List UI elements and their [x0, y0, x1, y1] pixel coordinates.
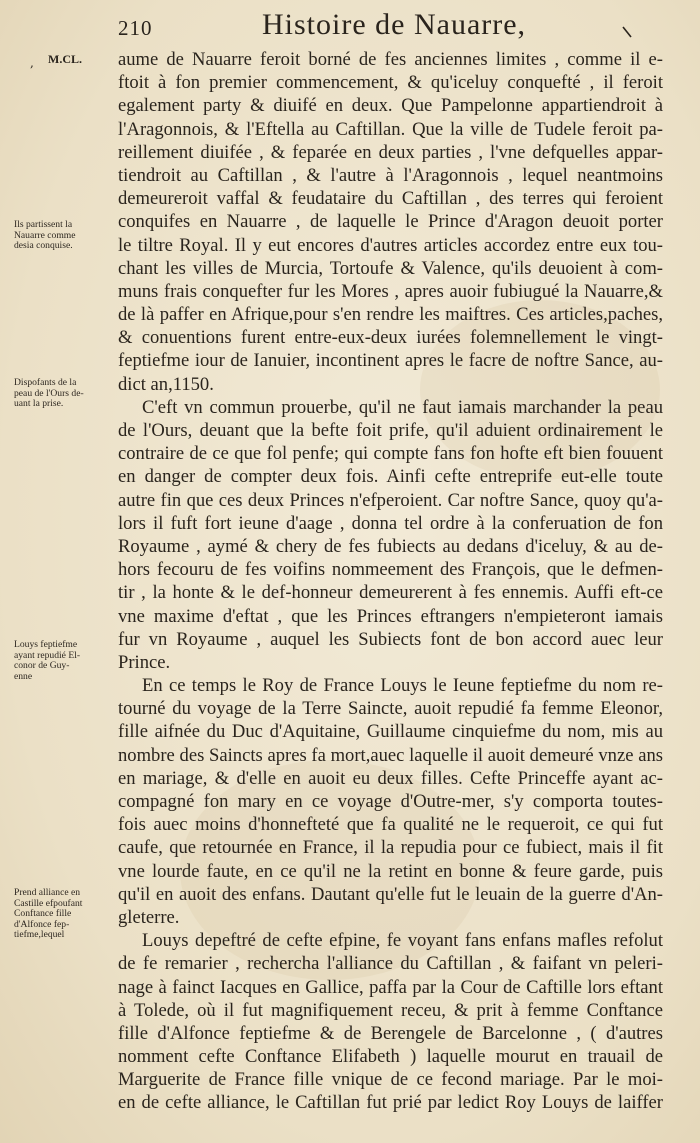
text-line: & conuentions furent entre-eux-deux iurées folemnellement le vingt- — [118, 327, 663, 349]
text-line: En ce temps le Roy de France Louys le Ieune feptiefme du nom re- — [142, 675, 663, 697]
text-line: muns frais conquefter fur les Mores , apres auoir fubiugué la Nauarre,& — [118, 280, 663, 302]
paragraph — [118, 48, 663, 396]
text-line: C'eft vn commun prouerbe, qu'il ne faut iamais marchander la peau — [142, 396, 663, 418]
text-line: aume de Nauarre feroit borné de fes anciennes limites , comme il e- — [118, 49, 663, 70]
text-line: de l'Ours, deuant que la befte foit prife, qu'il aduient ordinairement le — [118, 420, 663, 441]
page-number: 210 — [118, 16, 153, 40]
text-line: caufe, que retournée en France, il la repudia pour ce fubiect, mais il fit — [118, 837, 663, 859]
margin-note — [14, 378, 114, 410]
margin-note — [14, 888, 114, 941]
text-line: de fe remarier , rechercha l'alliance du Caftillan , & faifant vn peleri- — [118, 953, 663, 975]
margin-note — [14, 640, 114, 682]
body-text — [118, 48, 663, 1115]
text-line: tiendroit au Caftillan , & l'autre à l'Aragonnois , lequel neantmoins — [118, 164, 663, 186]
margin-note-line: Nauarre comme — [14, 229, 76, 241]
text-line: autre fin que ces deux Princes n'efperoient. Car noftre Sance, quoy qu'a- — [118, 489, 663, 511]
text-line: nomment cefte Conftance Elifabeth ) laquelle mourut en trauail de — [118, 1046, 663, 1068]
text-line: Louys depeftré de cefte efpine, fe voyant fans enfans mafles refolut — [142, 930, 663, 952]
margin-note-line: tiefme,lequel — [14, 929, 65, 941]
margin-note-line: Conftance fille — [14, 908, 72, 920]
page-header — [0, 6, 700, 46]
margin-note-line: conor de Guy- — [14, 660, 70, 672]
text-line: en danger de compter deux fois. Ainfi cefte entreprife eut-elle toute — [118, 466, 663, 488]
paragraph — [118, 396, 663, 674]
text-line: Prince. — [118, 651, 171, 673]
text-line: fois auec moins d'honnefteté que fa qualité ne le requeroit, ce qui fut — [118, 814, 663, 836]
text-line: feptiefme iour de Ianuier, incontinent apres le facre de noftre Sance, au- — [118, 350, 663, 372]
margin-note-line: desia conquise. — [14, 240, 73, 252]
margin-note-line: Prend alliance en — [14, 887, 81, 898]
text-line: Royaume , aymé & chery de fes fubiects au dedans d'iceluy, & au de- — [118, 535, 663, 557]
paragraph — [118, 674, 663, 929]
text-line: fille d'Alfonce feptiefme & de Berengele de Barcelonne , ( d'autres — [118, 1022, 663, 1044]
text-line: demeureroit vaffal & feudataire du Caftillan , des terres qui feroient — [118, 188, 663, 210]
year-marker: M.CL. — [48, 52, 82, 66]
margin-note-line: ayant repudié El- — [14, 649, 81, 661]
text-line: en mariage, & d'elle en auoit eu deux filles. Cefte Princeffe ayant ac- — [118, 767, 663, 789]
margin-note-line: Dispofants de la — [14, 377, 77, 388]
margin-note-line: uant la prise. — [14, 398, 64, 410]
margin-mark-icon: , — [30, 56, 34, 70]
margin-note-line: peau de l'Ours de- — [14, 387, 84, 399]
text-line: nage à fainct Iacques en Gallice, paffa par la Cour de Caftille lors eftant — [118, 976, 663, 998]
running-title: Histoire de Nauarre, — [262, 8, 527, 41]
text-line: vne maxime d'eftat , que les Princes eftrangers n'empieteront iamais — [118, 605, 663, 627]
margin-note-line: Castille efpoufant — [14, 897, 83, 909]
text-line: nombre des Saincts apres fa mort,auec laquelle il auoit demeuré vnze ans — [118, 744, 663, 766]
text-line: tourné du voyage de la Terre Saincte, auoit repudié fa femme Eleonor, — [118, 698, 663, 720]
text-line: lors il fuft fort ieune d'aage , donna tel ordre à la conferuation de fon — [118, 512, 663, 534]
text-line: qu'il en auoit des enfans. Dautant qu'elle fut le leuain de la guerre d'An- — [118, 883, 663, 905]
text-line: tir , la honte & le def-honneur demeurerent à fes ennemis. Auffi eft-ce — [118, 582, 663, 604]
text-line: le tiltre Royal. Il y eut encores d'autres articles accordez entre eux tou- — [118, 234, 663, 256]
text-line: gleterre. — [118, 906, 180, 928]
text-line: à Tolede, où il fut magnifiquement receu, & prit à femme Conftance — [118, 999, 663, 1021]
printer-mark-icon — [622, 26, 632, 38]
text-line: Marguerite de France fille vnique de ce fecond mariage. Par le moi- — [118, 1069, 663, 1091]
text-line: conquifes en Nauarre , de laquelle le Prince d'Aragon deuoit porter — [118, 211, 663, 233]
text-line: en de cefte alliance, le Caftillan fut prié par ledict Roy Louys de laiffer — [118, 1092, 663, 1114]
margin-note-line: Louys feptiefme — [14, 639, 78, 650]
text-line: vne lourde faute, en ce qu'il ne la retint en bonne & feure garde, puis — [118, 860, 663, 882]
margin-note — [14, 220, 114, 252]
text-line: l'Aragonnois, & l'Eftella au Caftillan. Que la ville de Tudele feroit pa- — [118, 118, 663, 140]
margin-note-line: enne — [14, 670, 33, 682]
margin-note-line: Ils partissent la — [14, 219, 73, 230]
text-line: dict an,1150. — [118, 373, 214, 395]
text-line: ftoit à fon premier commencement, & qu'iceluy conquefté , il feroit — [118, 72, 663, 94]
text-line: chant les villes de Murcia, Tortoufe & Valence, qu'ils deuoient à com- — [118, 257, 663, 279]
text-line: fur vn Royaume , auquel les Subiects font de bon accord auec leur — [118, 628, 663, 650]
text-line: compagné fon mary en ce voyage d'Outre-mer, s'y comporta toutes- — [118, 791, 663, 812]
text-line: fille aifnée du Duc d'Aquitaine, Guillaume cinquiefme du nom, mis au — [118, 721, 663, 743]
paragraph — [118, 929, 663, 1115]
text-line: hors fecouru de fes voifins nommeement des François, que le defmen- — [118, 559, 663, 581]
text-line: contraire de ce que fol penfe; qui compte fans fon hofte eft bien fouuent — [118, 443, 663, 465]
text-line: de là paffer en Afrique,pour s'en rendre les maiftres. Ces articles,paches, — [118, 304, 663, 326]
text-line: reillement diuifée , & feparée en deux parties , l'vne defquelles appar- — [118, 141, 663, 163]
margin-note-line: d'Alfonce fep- — [14, 918, 70, 930]
text-line: egalement party & diuifé en deux. Que Pampelonne appartiendroit à — [118, 95, 663, 117]
